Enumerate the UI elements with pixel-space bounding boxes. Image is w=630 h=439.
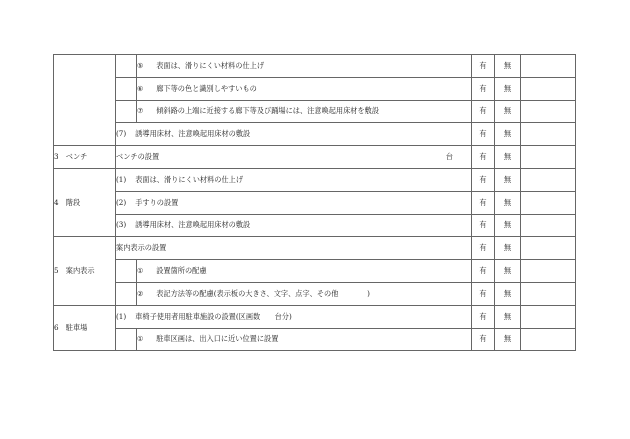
category-stairs: 4 階段 (54, 168, 116, 236)
category-parking: 6 駐車場 (54, 305, 116, 351)
item-text: (1) 車椅子使用者用駐車施設の設置(区画数 台分) (116, 305, 472, 328)
item-text: (7) 誘導用床材、注意喚起用床材の敷設 (116, 123, 472, 146)
indent-cell (116, 100, 137, 123)
no-mark[interactable]: 無 (495, 146, 521, 169)
checklist-table (53, 54, 576, 351)
remarks-cell (521, 282, 576, 305)
table-row (54, 55, 576, 78)
yes-mark[interactable]: 有 (472, 328, 495, 351)
indent-cell (116, 260, 137, 283)
no-mark[interactable]: 無 (495, 328, 521, 351)
table-row (54, 214, 576, 237)
item-text: (2) 手すりの設置 (116, 191, 472, 214)
yes-mark[interactable]: 有 (472, 237, 495, 260)
remarks-cell (521, 328, 576, 351)
indent-cell (116, 282, 137, 305)
item-text: 案内表示の設置 (116, 237, 472, 260)
remarks-cell (521, 146, 576, 169)
yes-mark[interactable]: 有 (472, 168, 495, 191)
yes-mark[interactable]: 有 (472, 146, 495, 169)
table-row (54, 168, 576, 191)
unit-label: 台 (445, 152, 453, 162)
yes-mark[interactable]: 有 (472, 214, 495, 237)
table-row (54, 77, 576, 100)
remarks-cell (521, 123, 576, 146)
indent-cell (116, 55, 137, 78)
item-text: (3) 誘導用床材、注意喚起用床材の敷設 (116, 214, 472, 237)
no-mark[interactable]: 無 (495, 55, 521, 78)
yes-mark[interactable]: 有 (472, 305, 495, 328)
indent-cell (116, 77, 137, 100)
table-row (54, 100, 576, 123)
no-mark[interactable]: 無 (495, 214, 521, 237)
table-row (54, 146, 576, 169)
yes-mark[interactable]: 有 (472, 191, 495, 214)
table-row (54, 237, 576, 260)
no-mark[interactable]: 無 (495, 168, 521, 191)
yes-mark[interactable]: 有 (472, 100, 495, 123)
no-mark[interactable]: 無 (495, 123, 521, 146)
item-text: ② 表記方法等の配慮(表示板の大きさ、文字、点字、その他 ) (137, 282, 472, 305)
item-text: ⑥ 廊下等の色と識別しやすいもの (137, 77, 472, 100)
no-mark[interactable]: 無 (495, 260, 521, 283)
item-text: ⑦ 傾斜路の上端に近接する廊下等及び踊場には、注意喚起用床材を敷設 (137, 100, 472, 123)
no-mark[interactable]: 無 (495, 77, 521, 100)
table-row (54, 191, 576, 214)
indent-cell (116, 328, 137, 351)
yes-mark[interactable]: 有 (472, 77, 495, 100)
remarks-cell (521, 260, 576, 283)
item-text: ① 駐車区画は、出入口に近い位置に設置 (137, 328, 472, 351)
item-text: (1) 表面は、滑りにくい材料の仕上げ (116, 168, 472, 191)
table-row (54, 260, 576, 283)
table-row (54, 282, 576, 305)
table-row (54, 123, 576, 146)
remarks-cell (521, 77, 576, 100)
yes-mark[interactable]: 有 (472, 260, 495, 283)
remarks-cell (521, 168, 576, 191)
category-bench: 3 ベンチ (54, 146, 116, 169)
item-text: ① 設置箇所の配慮 (137, 260, 472, 283)
yes-mark[interactable]: 有 (472, 123, 495, 146)
no-mark[interactable]: 無 (495, 100, 521, 123)
remarks-cell (521, 55, 576, 78)
remarks-cell (521, 191, 576, 214)
table-row (54, 305, 576, 328)
remarks-cell (521, 214, 576, 237)
item-text: ⑤ 表面は、滑りにくい材料の仕上げ (137, 55, 472, 78)
yes-mark[interactable]: 有 (472, 55, 495, 78)
category-cell (54, 55, 116, 146)
no-mark[interactable]: 無 (495, 282, 521, 305)
remarks-cell (521, 305, 576, 328)
category-signage: 5 案内表示 (54, 237, 116, 305)
remarks-cell (521, 100, 576, 123)
table-row (54, 328, 576, 351)
no-mark[interactable]: 無 (495, 305, 521, 328)
remarks-cell (521, 237, 576, 260)
no-mark[interactable]: 無 (495, 191, 521, 214)
yes-mark[interactable]: 有 (472, 282, 495, 305)
item-text: ベンチの設置 台 (116, 146, 472, 169)
no-mark[interactable]: 無 (495, 237, 521, 260)
